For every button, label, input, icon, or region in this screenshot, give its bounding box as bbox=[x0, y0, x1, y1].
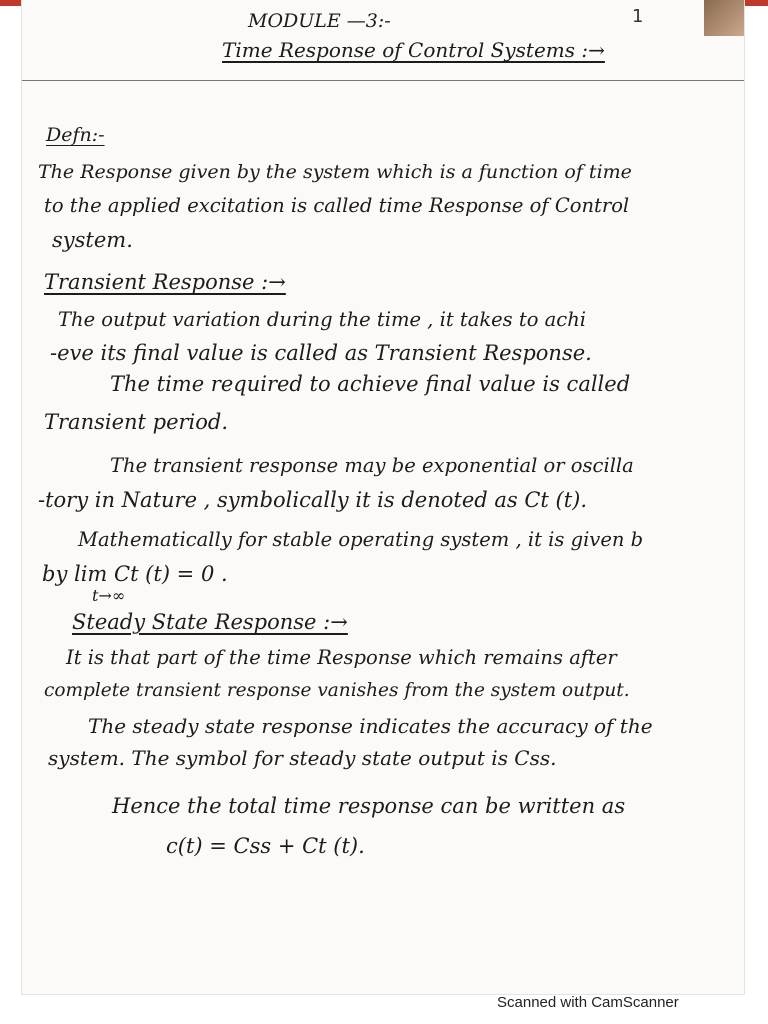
module-label: MODULE —3:- bbox=[248, 10, 391, 32]
transient-heading: Transient Response :→ bbox=[44, 270, 286, 294]
transient-line: The time required to achieve final value is called bbox=[110, 372, 631, 396]
steady-line: complete transient response vanishes from the system output. bbox=[44, 680, 630, 701]
steady-line: It is that part of the time Response which remains after bbox=[66, 646, 617, 669]
definition-heading: Defn:- bbox=[46, 124, 105, 146]
transient-limit-subscript: t→∞ bbox=[92, 586, 126, 605]
transient-limit: by lim Ct (t) = 0 . bbox=[42, 562, 228, 586]
page-title: Time Response of Control Systems :→ bbox=[222, 38, 605, 62]
page-number: 1 bbox=[632, 6, 644, 27]
definition-line: The Response given by the system which is a function of time bbox=[38, 161, 632, 183]
definition-line: system. bbox=[52, 228, 133, 252]
transient-line: -tory in Nature , symbolically it is denoted as Ct (t). bbox=[38, 488, 588, 512]
steady-line: The steady state response indicates the accuracy of the bbox=[88, 714, 653, 738]
transient-line: The output variation during the time , it takes to achi bbox=[58, 308, 586, 331]
header-rule bbox=[22, 80, 744, 81]
steady-line: system. The symbol for steady state output is Css. bbox=[48, 746, 557, 770]
transient-line: Mathematically for stable operating system , it is given b bbox=[78, 528, 644, 551]
transient-line: Transient period. bbox=[44, 410, 229, 434]
page-corner bbox=[704, 0, 744, 36]
steady-line: Hence the total time response can be written as bbox=[112, 794, 626, 818]
transient-line: -eve its final value is called as Transient Response. bbox=[50, 341, 592, 365]
total-response-equation: c(t) = Css + Ct (t). bbox=[166, 834, 365, 858]
definition-line: to the applied excitation is called time Response of Control bbox=[44, 194, 630, 217]
scanner-watermark: Scanned with CamScanner bbox=[497, 994, 679, 1011]
steady-heading: Steady State Response :→ bbox=[72, 610, 348, 634]
transient-line: The transient response may be exponential or oscilla bbox=[110, 454, 634, 477]
